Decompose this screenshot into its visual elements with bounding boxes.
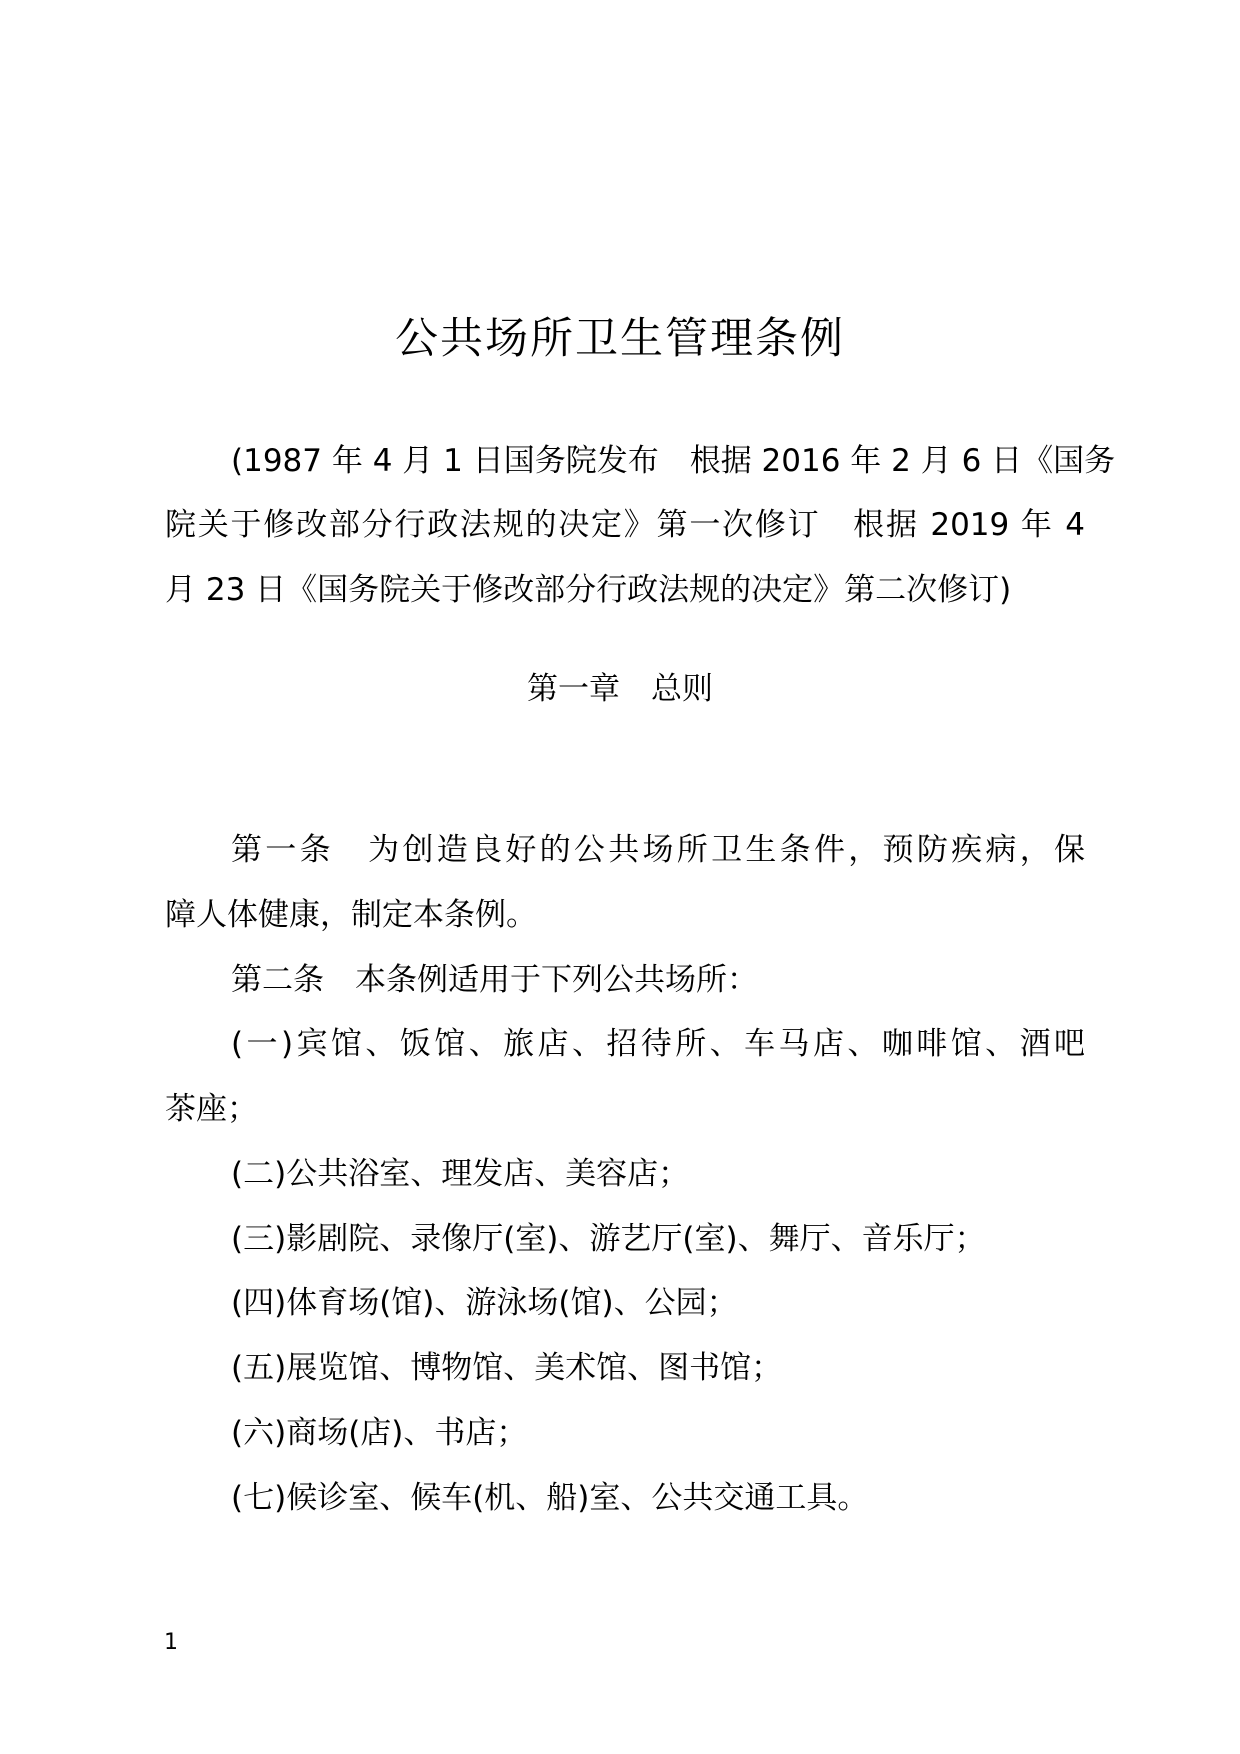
article-line: 第一条 为创造良好的公共场所卫生条件，预防疾病，保 (231, 832, 1085, 868)
preamble-line: (1987 年 4 月 1 日国务院发布 根据 2016 年 2 月 6 日《国务 (231, 443, 1116, 479)
article-line: 茶座； (165, 1091, 258, 1127)
article-line: (二)公共浴室、理发店、美容店； (231, 1156, 690, 1192)
article-line: (七)候诊室、候车(机、船)室、公共交通工具。 (231, 1480, 869, 1516)
article-line: (三)影剧院、录像厅(室)、游艺厅(室)、舞厅、音乐厅； (231, 1221, 986, 1257)
article-line: (六)商场(店)、书店； (231, 1415, 528, 1451)
preamble-line: 月 23 日《国务院关于修改部分行政法规的决定》第二次修订) (165, 572, 1012, 608)
article-line: 第二条 本条例适用于下列公共场所： (231, 962, 758, 998)
page-number: 1 (164, 1630, 178, 1655)
article-line: (一)宾馆、饭馆、旅店、招待所、车马店、咖啡馆、酒吧 (231, 1026, 1085, 1062)
document-title: 公共场所卫生管理条例 (395, 314, 845, 364)
article-line: (四)体育场(馆)、游泳场(馆)、公园； (231, 1285, 738, 1321)
preamble-line: 院关于修改部分行政法规的决定》第一次修订 根据 2019 年 4 (165, 507, 1085, 543)
article-line: (五)展览馆、博物馆、美术馆、图书馆； (231, 1350, 783, 1386)
chapter-heading: 第一章 总则 (527, 671, 713, 707)
article-line: 障人体健康，制定本条例。 (165, 897, 537, 933)
